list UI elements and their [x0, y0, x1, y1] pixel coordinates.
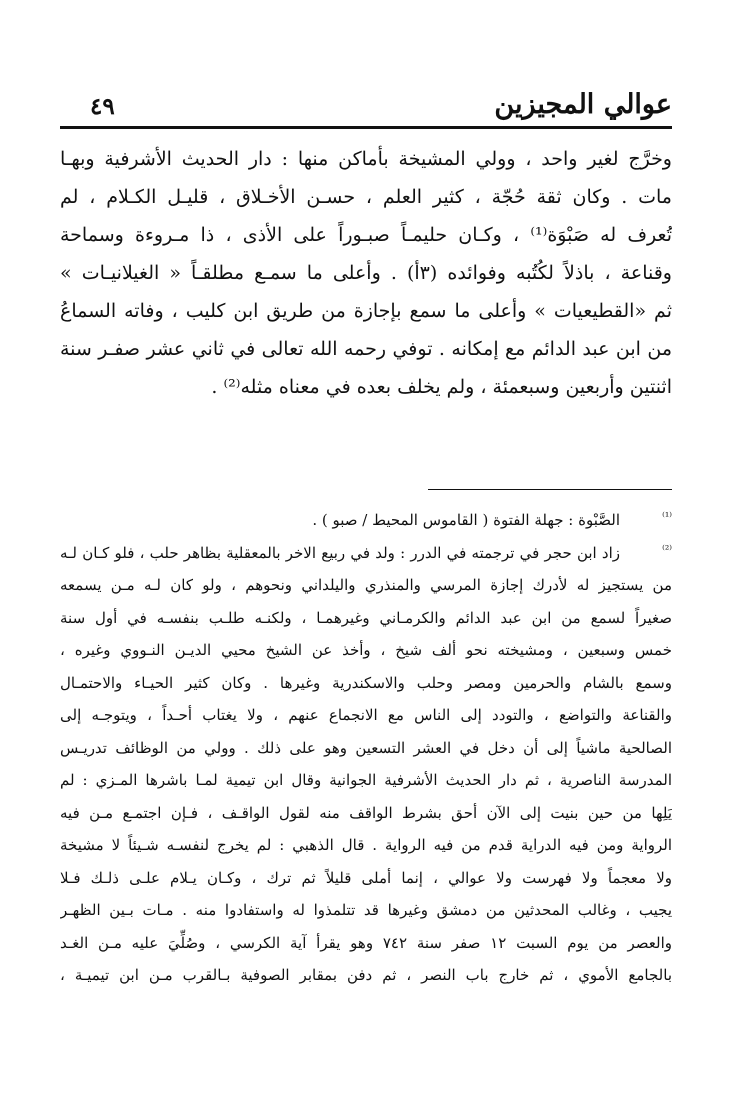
main-text — [60, 140, 672, 406]
footnote-text: ولا معجماً ولا فهرست ولا عوالي ، إنما أملى قليلاً ثم ترك ، وكـان يـلام علـى ذلـك فـلا — [60, 868, 672, 887]
footnote-text: صغيراً لسمع من ابن عبد الدائم والكرمـاني وغيرهمـا ، ولكنـه طلـب بنفسـه في أول سنة — [60, 608, 672, 627]
page-header — [60, 88, 672, 128]
footnote-line — [60, 569, 672, 602]
footnote-line — [60, 634, 672, 667]
footnote-1 — [60, 504, 672, 537]
footnote-2 — [60, 537, 672, 992]
footnote-text: المدرسة الناصرية ، ثم دار الحديث الأشرفية الجوانية وقال ابن تيمية لمـا باشرها المـزي : لم — [60, 771, 672, 789]
main-text-line: مات . وكان ثقة حُجّة ، كثير العلم ، حسـن الأخـلاق ، قليـل الكـلام ، لم — [60, 186, 672, 208]
footnote-marker: ⁽¹⁾ — [662, 510, 672, 523]
footnote-line — [60, 862, 672, 895]
footnote-line — [60, 927, 672, 960]
footnotes — [60, 504, 672, 992]
main-text-line: اثنتين وأربعين وسبعمئة ، ولم يخلف بعده في معناه مثله⁽²⁾ . — [211, 376, 672, 398]
footnote-text: يَلِها من حين بنيت إلى الآن أحق بشرط الواقف منه لقول الواقـف ، فـإن اجتمـع مـن فيه — [60, 803, 672, 822]
footnote-separator-rule — [428, 489, 672, 490]
footnote-line — [60, 537, 672, 570]
footnote-text: زاد ابن حجر في ترجمته في الدرر : ولد في ربيع الاخر بالمعقلية بظاهر حلب ، فلو كـان لـه — [60, 543, 620, 562]
footnote-text: يجيب ، وغالب المحدثين من دمشق وغيرها قد تتلمذوا له واستفادوا منه . مـات بـين الظهـر — [60, 901, 672, 919]
footnote-text: وسمع بالشام والحرمين ومصر وحلب والاسكندرية وغيرها . وكان كثير الحيـاء والاحتمـال — [60, 673, 672, 692]
footnote-text: الرواية ومن فيه الدراية قدم من فيه الرواية . قال الذهبي : لم يخرج لنفسـه شـيئاً لا مشيخة — [60, 836, 672, 854]
footnote-text: من يستجيز له لأدرك إجازة المرسي والمنذري واليلداني ونحوهم ، ولو كان لـه مـن يسمعه — [60, 576, 672, 594]
footnote-line — [60, 797, 672, 830]
footnote-marker: ⁽²⁾ — [662, 542, 672, 556]
footnote-text: بالجامع الأموي ، ثم خارج باب النصر ، ثم دفن بمقابر الصوفية بـالقرب مـن ابن تيميـة ، — [60, 966, 672, 984]
main-text-line: ثم «القطيعيات » وأعلى ما سمع بإجازة من طريق ابن كليب ، وفاته السماعُ — [60, 300, 672, 322]
footnote-line — [60, 699, 672, 732]
footnote-line — [60, 667, 672, 700]
main-text-line: تُعرف له صَبْوَة⁽¹⁾ ، وكـان حليمـاً صبـوراً على الأذى ، ذا مـروءة وسماحة — [60, 224, 672, 246]
main-text-line: وخرَّج لغير واحد ، وولي المشيخة بأماكن منها : دار الحديث الأشرفية وبهـا — [60, 148, 672, 170]
footnote-line — [60, 829, 672, 862]
footnote-line — [60, 894, 672, 927]
footnote-text: والقناعة والتواضع ، والتودد إلى الناس مع الانجماع عنهم ، ولا يغتاب أحـداً ، ويتوجـه إلى — [60, 706, 672, 724]
header-rule — [60, 126, 672, 129]
footnote-line — [60, 504, 672, 537]
footnote-text: خمس وسبعين ، ومشيخته نحو ألف شيخ ، وأخذ عن الشيخ محيي الديـن النـووي وغيره ، — [60, 641, 672, 659]
page-number: ٤٩ — [90, 93, 115, 120]
footnote-text: الصالحية ماشياً إلى أن دخل في العشر التسعين وهو على ذلك . وولي من الوظائف تدريـس — [60, 738, 672, 757]
main-text-line: من ابن عبد الدائم مع إمكانه . توفي رحمه الله تعالى في ثاني عشر صفـر سنة — [60, 338, 672, 360]
footnote-line — [60, 602, 672, 635]
footnote-line — [60, 959, 672, 992]
footnote-text: والعصر من يوم السبت ١٢ صفر سنة ٧٤٢ وهو يقرأ آية الكرسي ، وصُلِّيَ عليه مـن الغـد — [60, 933, 672, 952]
footnote-text: الصَّبْوة : جهلة الفتوة ( القاموس المحيط / صبو ) . — [312, 511, 620, 529]
footnote-line — [60, 732, 672, 765]
footnote-line — [60, 764, 672, 797]
main-text-line: وقناعة ، باذلاً لكُتُبه وفوائده (٣أ) . وأعلى ما سمـع مطلقـاً « الغيلانيـات » — [60, 262, 672, 284]
running-title: عوالي المجيزين — [494, 89, 672, 120]
